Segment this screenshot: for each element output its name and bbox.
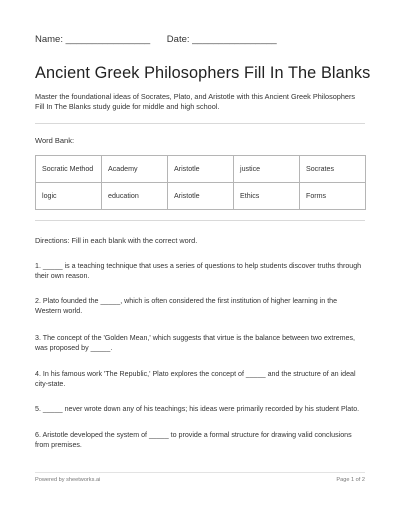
word-bank-cell: Aristotle bbox=[168, 183, 234, 210]
page-title: Ancient Greek Philosophers Fill In The Blanks bbox=[35, 64, 371, 82]
word-bank-cell: Ethics bbox=[234, 183, 300, 210]
divider-middle bbox=[35, 220, 365, 221]
footer-divider bbox=[35, 472, 365, 473]
word-bank-cell: education bbox=[102, 183, 168, 210]
question-6: 6. Aristotle developed the system of _____ to provide a formal structure for drawing valid conclusions from premises. bbox=[35, 431, 352, 450]
word-bank-row bbox=[36, 183, 366, 210]
word-bank-cell: Socrates bbox=[300, 156, 366, 183]
word-bank-cell: Forms bbox=[300, 183, 366, 210]
intro-paragraph: Master the foundational ideas of Socrates, Plato, and Aristotle with this Ancient Greek Philosophers Fill In The Blanks study guide for middle and high school. bbox=[35, 92, 356, 112]
word-bank-cell: Socratic Method bbox=[36, 156, 102, 183]
name-field: Name: ________________ bbox=[35, 34, 151, 45]
directions-text: Directions: Fill in each blank with the correct word. bbox=[35, 236, 198, 245]
divider-top bbox=[35, 123, 365, 124]
footer-credit: Powered by sheetworks.ai bbox=[35, 477, 101, 483]
question-4: 4. In his famous work 'The Republic,' Plato explores the concept of _____ and the structure of an ideal city-state. bbox=[35, 370, 356, 389]
word-bank-cell: Academy bbox=[102, 156, 168, 183]
question-3: 3. The concept of the 'Golden Mean,' which suggests that virtue is the balance between two extremes, was proposed by _____. bbox=[35, 334, 356, 353]
word-bank-cell: logic bbox=[36, 183, 102, 210]
word-bank-cell: justice bbox=[234, 156, 300, 183]
question-2: 2. Plato founded the _____, which is often considered the first institution of higher learning in the Western world. bbox=[35, 297, 338, 316]
date-field: Date: ________________ bbox=[166, 34, 277, 45]
word-bank-label: Word Bank: bbox=[35, 136, 75, 145]
word-bank-cell: Aristotle bbox=[168, 156, 234, 183]
question-1: 1. _____ is a teaching technique that uses a series of questions to help students discover truths through their own reason. bbox=[35, 262, 362, 281]
question-5: 5. _____ never wrote down any of his teachings; his ideas were primarily recorded by his student Plato. bbox=[35, 405, 360, 413]
worksheet-page bbox=[35, 0, 371, 518]
word-bank-row bbox=[36, 156, 366, 183]
word-bank-table bbox=[35, 155, 366, 210]
header-fields bbox=[35, 34, 291, 45]
page-number: Page 1 of 2 bbox=[336, 477, 365, 483]
